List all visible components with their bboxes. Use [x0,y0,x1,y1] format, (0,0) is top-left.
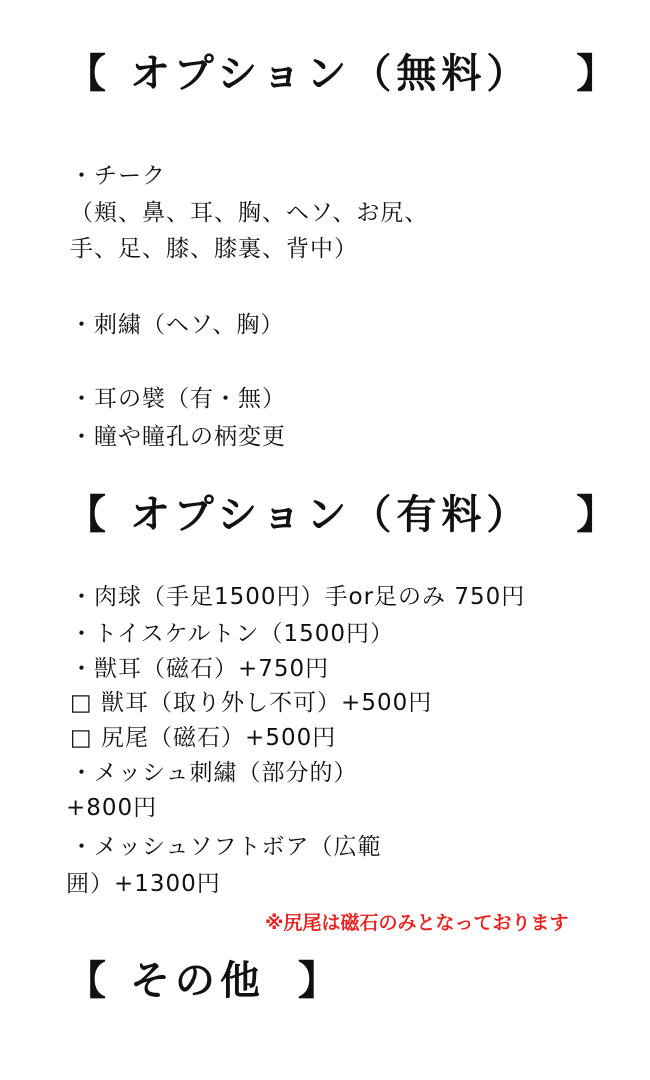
heading-text: オプション（無料） [129,51,532,97]
paid-option-line: □ 獣耳（取り外し不可）+500円 [70,690,433,716]
paid-option-line: ・メッシュ刺繍（部分的） [70,760,358,786]
paid-option-line: ・メッシュソフトボア（広範 [70,834,382,860]
magnet-only-note: ※尻尾は磁石のみとなっております [265,912,569,934]
free-options-heading [66,46,621,102]
other-heading [66,953,343,1009]
paid-option-line: 囲）+1300円 [66,871,221,897]
heading-bracket-close: 】 [576,492,622,538]
free-option-line: ・チーク [70,163,166,189]
paid-option-line: +800円 [66,795,158,821]
paid-option-line: ・トイスケルトン（1500円） [70,621,395,647]
heading-bracket-open: 【 [66,958,111,1004]
paid-option-line: ・獣耳（磁石）+750円 [70,656,330,682]
paid-options-heading [66,487,621,543]
heading-bracket-open: 【 [66,492,111,538]
paid-option-line: □ 尻尾（磁石）+500円 [70,725,337,751]
free-option-line: （頬、鼻、耳、胸、ヘソ、お尻、 [70,200,429,226]
free-option-line: 手、足、膝、膝裏、背中） [70,236,358,262]
heading-bracket-close: 】 [297,958,343,1004]
heading-bracket-close: 】 [576,51,622,97]
free-option-line: ・刺繍（ヘソ、胸） [70,312,285,338]
free-option-line: ・耳の襞（有・無） [70,386,286,412]
heading-text: その他 [129,958,265,1004]
heading-bracket-open: 【 [66,51,111,97]
free-option-line: ・瞳や瞳孔の柄変更 [70,424,286,450]
paid-option-line: ・肉球（手足1500円）手or足のみ 750円 [70,584,526,610]
heading-text: オプション（有料） [129,492,532,538]
